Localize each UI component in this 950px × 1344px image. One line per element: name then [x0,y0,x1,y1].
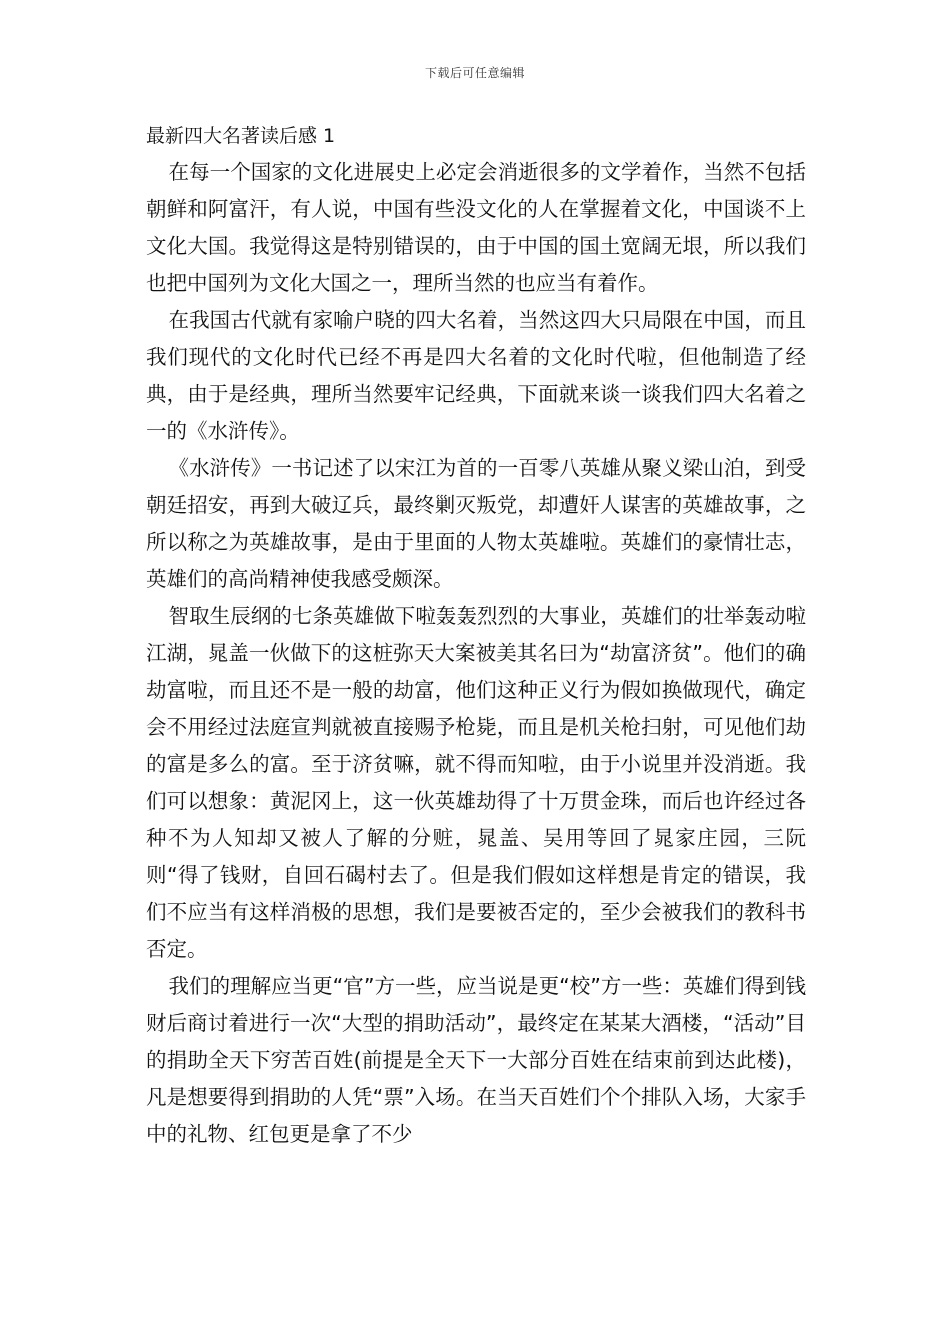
document-body [146,118,806,1153]
paragraph-5: 我们的理解应当更“官”方一些，应当说是更“校”方一些：英雄们得到钱财后商讨着进行一次“大型的捐助活动”，最终定在某某大酒楼，“活动”目的捐助全天下穷苦百姓(前提是全天下一大部分百姓在结束前到达此楼)，凡是想要得到捐助的人凭“票”入场。在当天百姓们个个排队入场，大家手中的礼物、红包更是拿了不少 [146,974,806,1146]
paragraph-1: 在每一个国家的文化进展史上必定会消逝很多的文学着作，当然不包括朝鲜和阿富汗，有人说，中国有些没文化的人在掌握着文化，中国谈不上文化大国。我觉得这是特别错误的，由于中国的国土宽阔无垠，所以我们也把中国列为文化大国之一，理所当然的也应当有着作。 [146,160,806,295]
paragraph-4: 智取生辰纲的七条英雄做下啦轰轰烈烈的大事业，英雄们的壮举轰动啦江湖，晁盖一伙做下的这桩弥天大案被美其名曰为“劫富济贫”。他们的确劫富啦，而且还不是一般的劫富，他们这种正义行为假如换做现代，确定会不用经过法庭宣判就被直接赐予枪毙，而且是机关枪扫射，可见他们劫的富是多么的富。至于济贫嘛，就不得而知啦，由于小说里并没消逝。我们可以想象：黄泥冈上，这一伙英雄劫得了十万贯金珠，而后也许经过各种不为人知却又被人了解的分赃，晁盖、吴用等回了晁家庄园，三阮则“得了钱财，自回石碣村去了。但是我们假如这样想是肯定的错误，我们不应当有这样消极的思想，我们是要被否定的，至少会被我们的教科书否定。 [146,604,806,961]
page-header: 下载后可任意编辑 [424,66,525,80]
document-title: 最新四大名著读后感 1 [146,125,336,147]
paragraph-3: 《水浒传》一书记述了以宋江为首的一百零八英雄从聚义梁山泊，到受朝廷招安，再到大破辽兵，最终剿灭叛党，却遭奸人谋害的英雄故事，之所以称之为英雄故事，是由于里面的人物太英雄啦。英雄们的豪情壮志，英雄们的高尚精神使我感受颇深。 [146,456,806,591]
paragraph-2: 在我国古代就有家喻户晓的四大名着，当然这四大只局限在中国，而且我们现代的文化时代已经不再是四大名着的文化时代啦，但他制造了经典，由于是经典，理所当然要牢记经典，下面就来谈一谈我们四大名着之一的《水浒传》。 [146,308,806,443]
